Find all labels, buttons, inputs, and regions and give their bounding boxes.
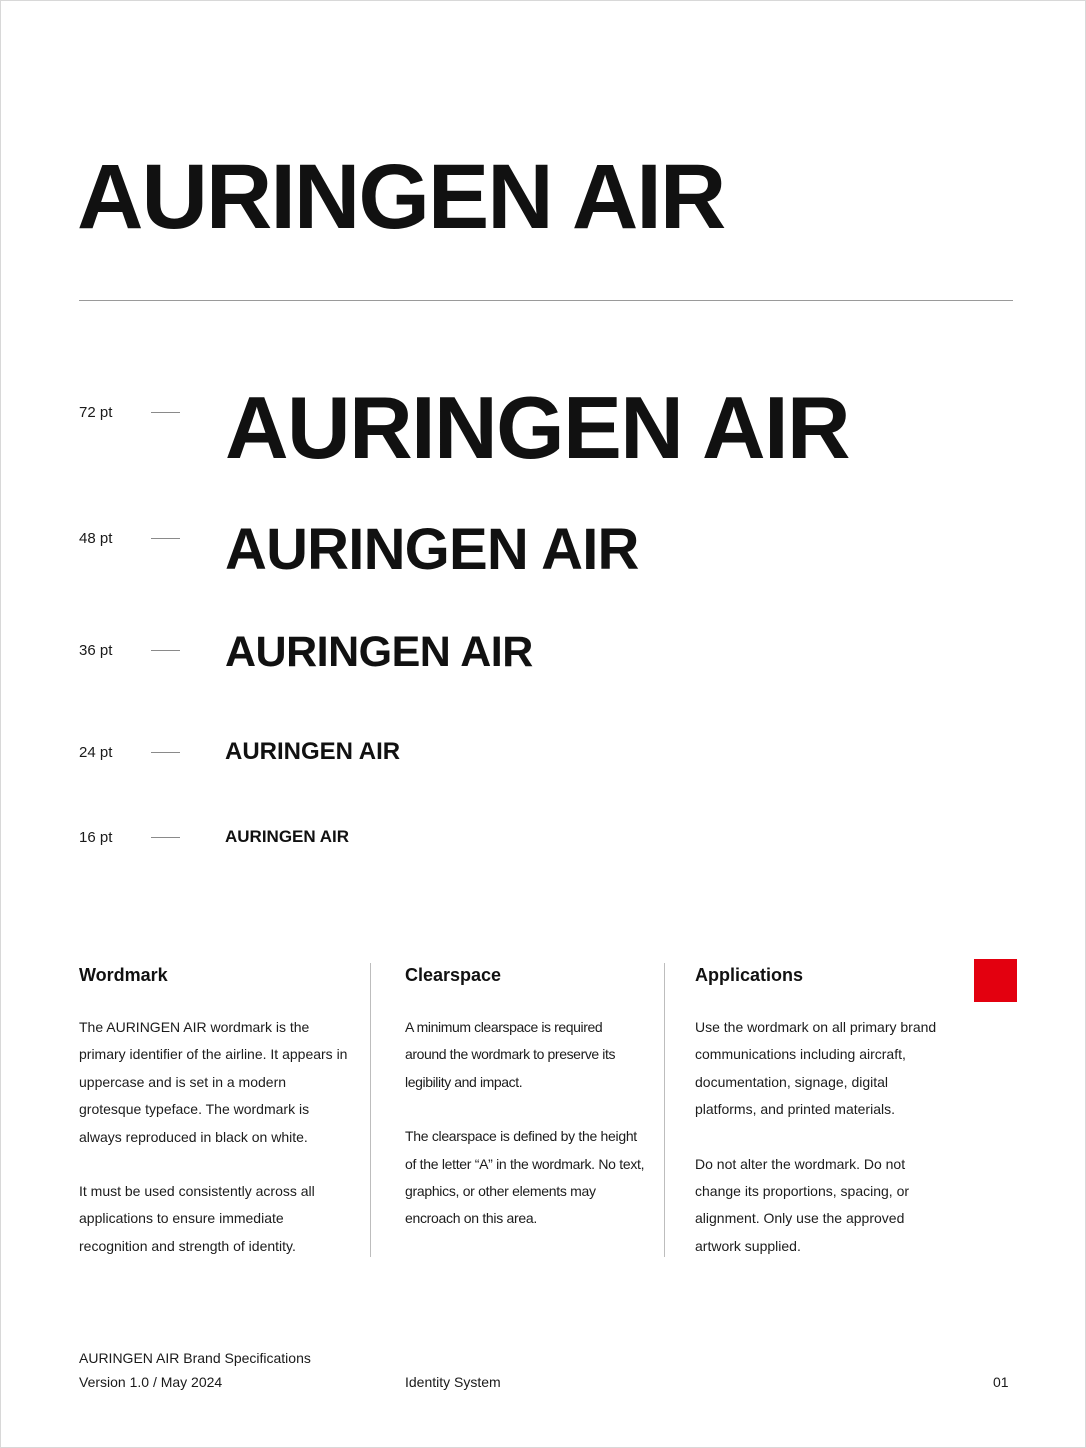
column-heading: Wordmark (79, 965, 168, 985)
page-number: 01 (993, 1374, 1009, 1390)
size-label: 24 pt (79, 744, 113, 761)
size-label: 36 pt (79, 642, 113, 659)
column-paragraph: Use the wordmark on all primary brand communications including aircraft, documentation, signage, digital platforms, and printed materials. (695, 1019, 937, 1118)
footer-version: Version 1.0 / May 2024 (79, 1374, 223, 1390)
accent-color-swatch (974, 959, 1017, 1002)
page-title: AURINGEN AIR (77, 146, 725, 248)
column-divider (664, 963, 665, 1257)
column-paragraph: The clearspace is defined by the height of the letter “A” in the wordmark. No text, graphics, or other elements may encroach on this area. (405, 1128, 645, 1227)
wordmark-sample-16: AURINGEN AIR (225, 827, 350, 846)
column-divider (370, 963, 371, 1257)
applications-column (695, 963, 950, 1260)
size-label: 16 pt (79, 829, 113, 846)
column-paragraph: A minimum clearspace is required around the wordmark to preserve its legibility and impact. (405, 1019, 616, 1090)
size-tick (151, 650, 180, 651)
column-paragraph: The AURINGEN AIR wordmark is the primary identifier of the airline. It appears in uppercase and is set in a modern grotesque typeface. The wordmark is always reproduced in black on white. (79, 1019, 348, 1145)
size-tick (151, 837, 180, 838)
size-tick (151, 752, 180, 753)
title-divider (79, 300, 1013, 301)
wordmark-sample-36: AURINGEN AIR (225, 628, 533, 676)
footer-section: Identity System (405, 1374, 501, 1390)
wordmark-sample-72: AURINGEN AIR (225, 378, 850, 477)
footer-doc-title: AURINGEN AIR Brand Specifications (79, 1350, 311, 1366)
size-label: 72 pt (79, 404, 113, 421)
column-heading: Clearspace (405, 965, 502, 985)
clearspace-column (405, 963, 645, 1233)
size-tick (151, 538, 180, 539)
wordmark-sample-24: AURINGEN AIR (225, 738, 401, 765)
size-label: 48 pt (79, 530, 113, 547)
column-paragraph: It must be used consistently across all applications to ensure immediate recognition and strength of identity. (79, 1183, 315, 1254)
wordmark-sample-48: AURINGEN AIR (225, 517, 639, 582)
wordmark-column (79, 963, 349, 1260)
column-paragraph: Do not alter the wordmark. Do not change its proportions, spacing, or alignment. Only use the approved artwork supplied. (695, 1155, 910, 1254)
size-tick (151, 412, 180, 413)
column-heading: Applications (695, 965, 804, 985)
